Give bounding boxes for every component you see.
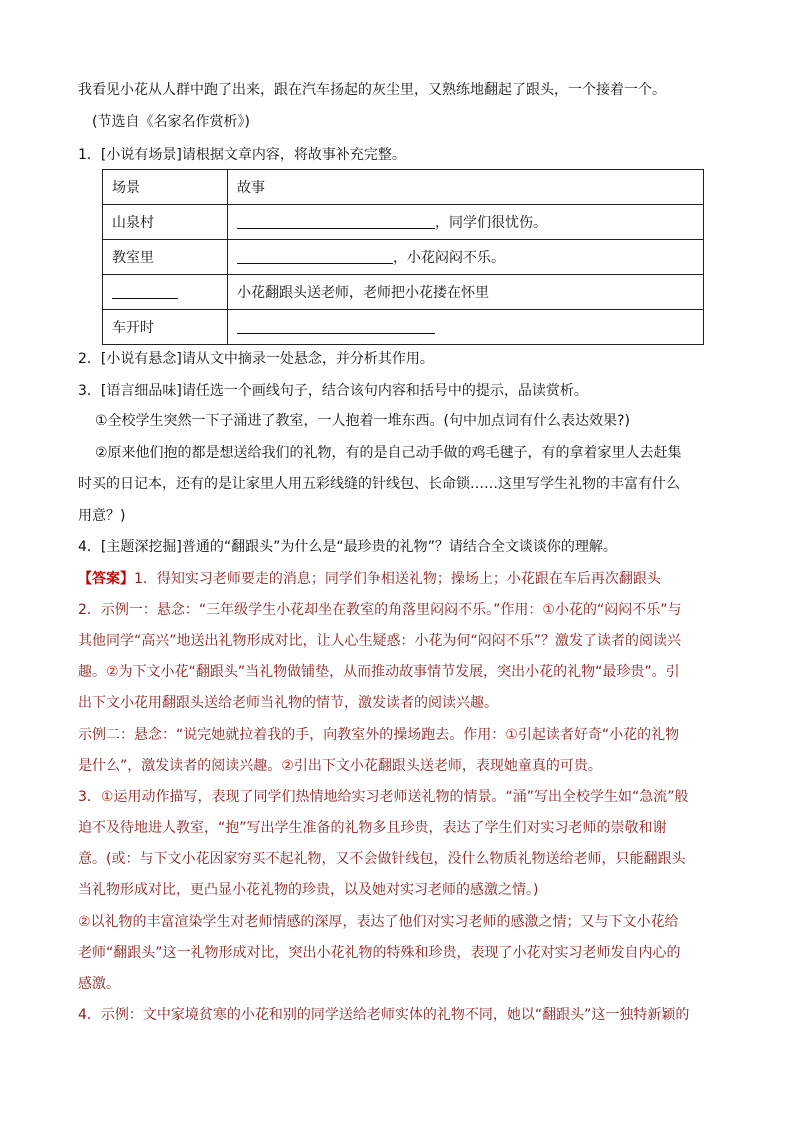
answer-3-line3: 意。(或：与下文小花因家穷买不起礼物，又不会做针线包，没什么物质礼物送给老师，只能翻跟头 <box>78 851 686 867</box>
header-story: 故事 <box>228 170 704 205</box>
answer-1 <box>78 569 718 589</box>
circled-number: ① <box>505 727 518 743</box>
answer-1-text: 1．得知实习老师要走的消息；同学们争相送礼物；操场上；小花跟在车后再次翻跟头 <box>134 571 661 587</box>
passage-source: (节选自《名家名作赏析》) <box>92 114 250 130</box>
answer-3-line6: 老师“翻跟头”这一礼物形成对比，突出小花礼物的特殊和珍贵，表现了小花对实习老师发自内心的 <box>78 945 681 961</box>
blank-line <box>237 249 393 264</box>
scene-cell: 教室里 <box>103 240 228 275</box>
text-span: 是什么”，激发读者的阅读兴趣。 <box>78 758 282 774</box>
circled-number: ① <box>542 602 555 618</box>
q4-prompt: 4．[主题深挖掘]普通的“翻跟头”为什么是“最珍贵的礼物”？请结合全文谈谈你的理解。 <box>78 539 617 555</box>
text-span: 示例二：悬念：“说完她就拉着我的手，向教室外的操场跑去。作用： <box>78 727 506 743</box>
text-span: 小花的“闷闷不乐”与 <box>554 602 682 618</box>
q3-sentence-2-line1: ②原来他们抱的都是想送给我们的礼物，有的是自己动手做的鸡毛毽子，有的拿着家里人去赶集 <box>95 445 682 461</box>
answer-2-line4: 出下文小花用翻跟头送给老师当礼物的情节，激发读者的阅读兴趣。 <box>78 695 498 711</box>
header-scene: 场景 <box>103 170 228 205</box>
circled-number: ① <box>100 789 114 805</box>
table-row <box>103 240 704 275</box>
blank-line <box>237 214 435 229</box>
answer-2-example2-line1 <box>78 725 718 745</box>
scene-cell <box>103 275 228 310</box>
table-header-row <box>103 170 704 205</box>
answer-3-line7: 感激。 <box>78 976 120 992</box>
q3-sentence-2-line3: 用意？) <box>78 508 126 524</box>
text-span: 2．示例一：悬念：“三年级学生小花却坐在教室的角落里闷闷不乐。”作用： <box>78 602 543 618</box>
story-text: ，小花闷闷不乐。 <box>393 250 505 266</box>
story-cell <box>228 205 704 240</box>
text-span: 引出下文小花翻跟头送老师，表现她童真的可贵。 <box>293 758 602 774</box>
text-span: 趣。 <box>78 664 106 680</box>
answer-3-line2: 迫不及待地进人教室，“抱”写出学生准备的礼物多且珍贵，表达了学生们对实习老师的崇敬和谢 <box>78 820 667 836</box>
answer-2-line2: 其他同学“高兴”地送出礼物形成对比，让人心生疑惑：小花为何“闷闷不乐”？激发了读者的阅读兴 <box>78 633 682 649</box>
story-text: ，同学们很忧伤。 <box>435 215 547 231</box>
circled-number: ② <box>78 914 91 930</box>
scene-cell: 车开时 <box>103 310 228 345</box>
text-span: 以礼物的丰富渲染学生对老师情感的深厚，表达了他们对实习老师的感激之情；又与下文小花给 <box>90 914 679 930</box>
story-cell <box>228 240 704 275</box>
answer-3-line5 <box>78 912 718 932</box>
q1-prompt: 1．[小说有场景]请根据文章内容，将故事补充完整。 <box>78 147 406 163</box>
answer-tag: 【答案】 <box>78 571 134 587</box>
answer-4-line1: 4．示例：文中家境贫寒的小花和别的同学送给老师实体的礼物不同，她以“翻跟头”这一独特新颖的 <box>78 1007 690 1023</box>
answer-3-line4: 当礼物形成对比，更凸显小花礼物的珍贵，以及她对实习老师的感激之情。) <box>78 882 539 898</box>
answer-2-line1 <box>78 600 718 620</box>
table-row <box>103 275 704 310</box>
q2-prompt: 2．[小说有悬念]请从文中摘录一处悬念，并分析其作用。 <box>78 351 434 367</box>
text-span: 3． <box>78 789 101 805</box>
text-span: 运用动作描写，表现了同学们热情地给实习老师送礼物的情景。“涌”写出全校学生如“急流”般 <box>113 789 689 805</box>
text-span: 为下文小花“翻跟头”当礼物做铺垫，从而推动故事情节发展，突出小花的礼物“最珍贵”。引 <box>118 664 680 680</box>
circled-number: ② <box>281 758 294 774</box>
blank-line <box>112 284 178 299</box>
answer-2-example2-line2 <box>78 756 718 776</box>
answer-3-line1 <box>78 787 718 807</box>
scene-story-table <box>102 169 704 345</box>
table-row <box>103 310 704 345</box>
q3-sentence-1: ①全校学生突然一下子涌进了教室，一人抱着一堆东西。(句中加点词有什么表达效果?) <box>95 413 630 429</box>
story-cell <box>228 310 704 345</box>
text-span: 引起读者好奇“小花的礼物 <box>517 727 680 743</box>
circled-number: ② <box>106 664 119 680</box>
answer-2-line3 <box>78 662 718 682</box>
q3-prompt: 3．[语言细品味]请任选一个画线句子，结合该句内容和括号中的提示，品读赏析。 <box>78 383 588 399</box>
q3-sentence-2-line2: 时买的日记本，还有的是让家里人用五彩线缝的针线包、长命锁……这里写学生礼物的丰富有什么 <box>78 476 680 492</box>
story-cell: 小花翻跟头送老师，老师把小花搂在怀里 <box>228 275 704 310</box>
table-row <box>103 205 704 240</box>
scene-cell: 山泉村 <box>103 205 228 240</box>
passage-last-line: 我看见小花从人群中跑了出来，跟在汽车扬起的灰尘里，又熟练地翻起了跟头，一个接着一个。 <box>78 82 666 98</box>
blank-line <box>237 319 435 334</box>
